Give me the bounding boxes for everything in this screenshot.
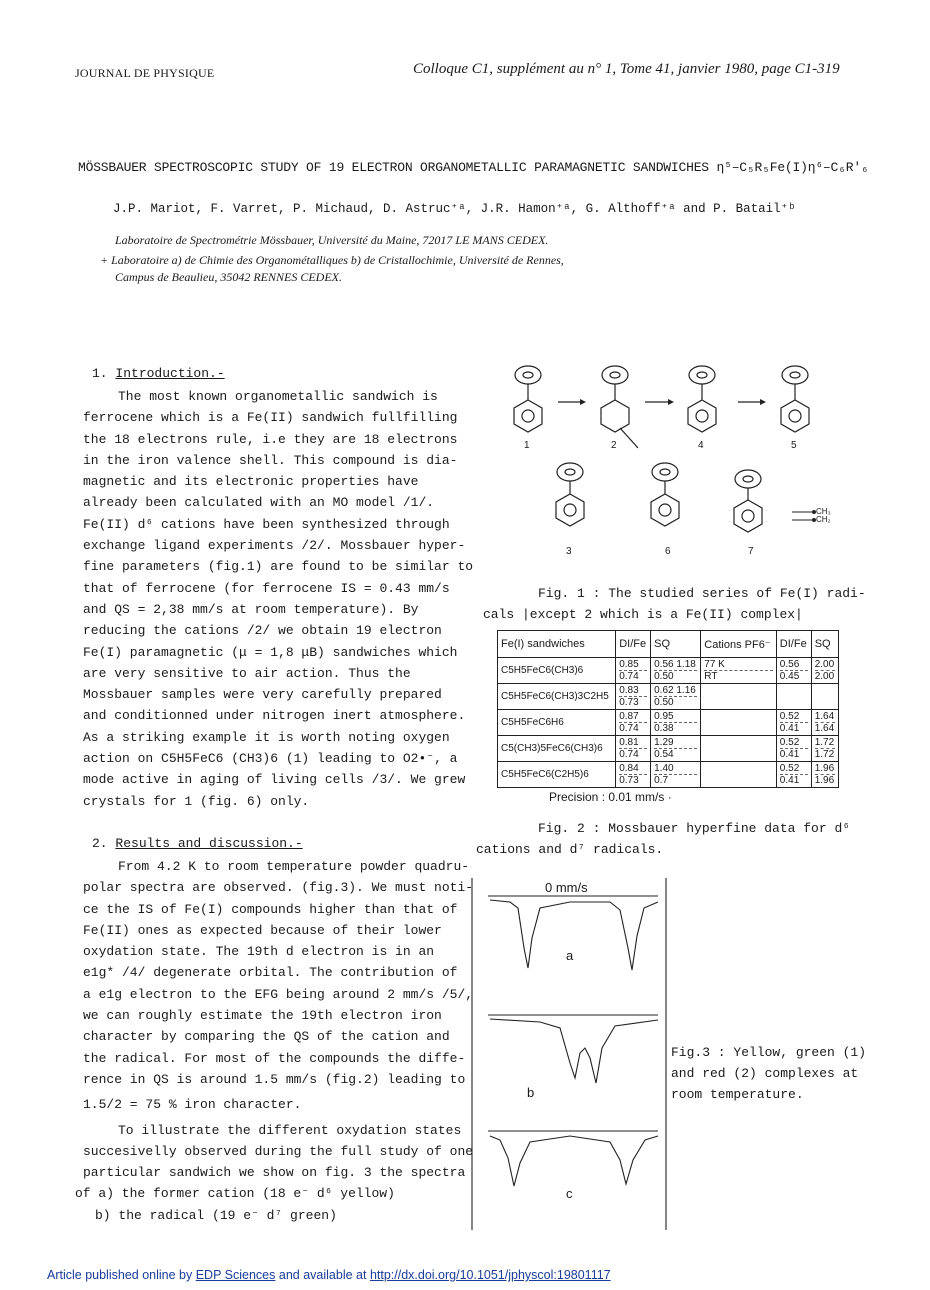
paper-title: MÖSSBAUER SPECTROSCOPIC STUDY OF 19 ELECTRON ORGANOMETALLIC PARAMAGNETIC SANDWICHES η⁵–C₅R₅Fe(I)η⁶–C₆R′₆	[78, 160, 869, 175]
section-2-heading	[92, 836, 303, 851]
text-line: and QS = 2,38 mm/s at room temperature). By	[83, 601, 419, 617]
cell-value: 0.73	[619, 774, 647, 786]
cell-value: 0.50	[654, 696, 697, 708]
compound-name: C5H5FeC6(CH3)3C2H5	[498, 684, 616, 710]
cell-value: 0.54	[654, 748, 697, 760]
journal-name: JOURNAL DE PHYSIQUE	[75, 66, 215, 80]
structure-label-7: 7	[748, 546, 754, 557]
cell-value: 0.85	[619, 659, 639, 670]
text-line: are very sensitive to air action. Thus the	[83, 665, 411, 681]
text-line: exchange ligand experiments /2/. Mossbauer hyper-	[83, 538, 466, 554]
text-line: reducing the cations /2/ we obtain 19 electron	[83, 623, 442, 639]
cell-value: 0.95	[654, 711, 674, 722]
cell-value: 1.96	[814, 763, 835, 774]
legend-methylene: CH₂	[816, 515, 831, 524]
publisher-link[interactable]: EDP Sciences	[195, 1268, 276, 1282]
column-header: Cations PF6⁻	[701, 631, 777, 658]
text-line: Fe(II) d⁶ cations have been synthesized through	[83, 516, 450, 532]
spectrum-panel-label-a: a	[566, 948, 574, 963]
cell-value: 0.87	[619, 711, 639, 722]
text-line: that of ferrocene (for ferrocene IS = 0.43 mm/s	[83, 580, 450, 596]
table-row	[498, 710, 839, 736]
text-line: and conditionned under nitrogen inert atmosphere.	[83, 708, 466, 724]
figure-3-caption-line-1: Fig.3 : Yellow, green (1)	[671, 1045, 867, 1060]
figure-3-caption-line-3: room temperature.	[671, 1087, 804, 1102]
cell-value: 0.41	[780, 748, 808, 760]
text-line: e1g* /4/ degenerate orbital. The contribution of	[83, 965, 458, 981]
text-line: As a striking example it is worth noting oxygen	[83, 729, 450, 745]
table-row	[498, 684, 839, 710]
cell-value: 0.50	[654, 670, 697, 682]
column-header: SQ	[811, 631, 838, 658]
cell-value: 0.7	[654, 774, 697, 786]
figure-1-caption-line-2: cals |except 2 which is a Fe(II) complex|	[483, 607, 803, 622]
text-line: fine parameters (fig.1) are found to be similar to	[83, 559, 474, 575]
spectrum-panel-label-c: c	[566, 1186, 573, 1201]
section-2-body	[75, 856, 474, 1226]
table-precision-note: Precision : 0.01 mm/s ·	[549, 790, 672, 804]
text-line: polar spectra are observed. (fig.3). We must noti-	[83, 880, 474, 896]
compound-name: C5H5FeC6(CH3)6	[498, 658, 616, 684]
affiliation-2: + Laboratoire a) de Chimie des Organométalliques b) de Cristallochimie, Université de Rennes,	[100, 253, 564, 267]
cell-value: 0.74	[619, 748, 647, 760]
cell-value: 1.40	[654, 763, 674, 774]
doi-link[interactable]: http://dx.doi.org/10.1051/jphyscol:19801117	[369, 1268, 611, 1282]
compound-name: C5(CH3)5FeC6(CH3)6	[498, 736, 616, 762]
cell-value: 0.38	[654, 722, 697, 734]
figure-3-caption-line-2: and red (2) complexes at	[671, 1066, 859, 1081]
text-line: particular sandwich we show on fig. 3 the spectra	[83, 1165, 466, 1181]
cell-value: 0.52	[779, 711, 800, 722]
cell-value: 1.64	[814, 723, 835, 734]
text-line: action on C5H5FeC6 (CH3)6 (1) leading to O2•⁻, a	[83, 751, 458, 767]
cell-value: 0.45	[780, 670, 808, 682]
structure-label-6: 6	[665, 546, 671, 557]
cell-value: 0.41	[780, 774, 808, 786]
text-line: mode active in aging of living cells /3/. We grew	[83, 772, 466, 788]
cell-value: 0.84	[619, 763, 639, 774]
table-row	[498, 658, 839, 684]
figure-2-caption-line-1: Fig. 2 : Mossbauer hyperfine data for d⁶	[538, 821, 851, 836]
text-line: The most known organometallic sandwich is	[118, 389, 438, 404]
compound-name: C5H5FeC6H6	[498, 710, 616, 736]
column-header: DI/Fe	[616, 631, 651, 658]
section-1-heading	[92, 366, 225, 381]
text-line: Fe(I) paramagnetic (μ = 1,8 μB) sandwiches which	[83, 644, 458, 660]
column-header: Fe(I) sandwiches	[498, 631, 616, 658]
footer-middle: and available at	[278, 1268, 367, 1282]
section-number: 1.	[92, 366, 108, 381]
cell-value: 1.29	[654, 737, 674, 748]
text-line: Fe(II) ones as expected because of their lower	[83, 922, 442, 938]
cell-value: 2.00	[814, 671, 835, 682]
text-line: succesivelly observed during the full study of one	[83, 1143, 474, 1159]
cell-value: 1.72	[814, 749, 835, 760]
text-line: already been calculated with an MO model /1/.	[83, 495, 435, 511]
spectrum-panel-label-b: b	[527, 1085, 535, 1100]
spectrum-scale-label: 0 mm/s	[545, 880, 588, 895]
structure-label-1: 1	[524, 440, 530, 451]
text-line: in the iron valence shell. This compound is dia-	[83, 452, 458, 468]
text-line: character by comparing the QS of the cation and	[83, 1029, 450, 1045]
text-line: crystals for 1 (fig. 6) only.	[83, 793, 310, 809]
section-title: Introduction.-	[115, 366, 225, 381]
cell-value: 2.00	[814, 659, 835, 670]
cell-value: RT	[704, 670, 773, 682]
cell-value: 0.81	[619, 737, 639, 748]
figure-2-caption-line-2: cations and d⁷ radicals.	[476, 842, 664, 857]
cell-value: 0.62 1.16	[654, 685, 696, 696]
cell-value: 0.56 1.18	[654, 659, 696, 670]
text-line: b) the radical (19 e⁻ d⁷ green)	[95, 1207, 337, 1223]
column-header: SQ	[651, 631, 701, 658]
cell-value: 0.74	[619, 670, 647, 682]
table-row	[498, 736, 839, 762]
cell-value: 77 K	[704, 659, 725, 670]
table-header-row	[498, 631, 839, 658]
column-header: DI/Fe	[776, 631, 811, 658]
cell-value: 0.56	[779, 659, 800, 670]
text-line: a e1g electron to the EFG being around 2 mm/s /5/,	[83, 986, 474, 1002]
cell-value: 1.96	[814, 775, 835, 786]
section-1-body	[83, 386, 473, 812]
structure-label-4: 4	[698, 440, 704, 451]
text-line: magnetic and its electronic properties have	[83, 474, 419, 490]
text-line: From 4.2 K to room temperature powder quadru-	[118, 859, 470, 874]
text-line: To illustrate the different oxydation states	[118, 1122, 462, 1138]
text-line: ferrocene which is a Fe(II) sandwich fullfilling	[83, 410, 458, 426]
cell-value: 0.73	[619, 696, 647, 708]
cell-value: 0.52	[779, 737, 800, 748]
cell-value: 1.72	[814, 737, 835, 748]
text-line: of a) the former cation (18 e⁻ d⁶ yellow)	[75, 1186, 395, 1202]
colloque-reference: Colloque C1, supplément au n° 1, Tome 41, janvier 1980, page C1-319	[413, 61, 840, 77]
text-line: rence in QS is around 1.5 mm/s (fig.2) leading to	[83, 1071, 466, 1087]
text-line: we can roughly estimate the 19th electron iron	[83, 1008, 442, 1024]
section-title: Results and discussion.-	[115, 836, 303, 851]
text-line: Mossbauer samples were very carefully prepared	[83, 687, 442, 703]
text-line: 1.5/2 = 75 % iron character.	[83, 1097, 302, 1113]
cell-value: 0.83	[619, 685, 639, 696]
legend-methyl: CH₃	[816, 507, 831, 516]
cell-value: 0.52	[779, 763, 800, 774]
structure-label-3: 3	[566, 546, 572, 557]
structure-label-5: 5	[791, 440, 797, 451]
cell-value: 0.74	[619, 722, 647, 734]
affiliation-1: Laboratoire de Spectrométrie Mössbauer, Université du Maine, 72017 LE MANS CEDEX.	[115, 233, 549, 247]
footer-prefix: Article published online by	[47, 1268, 193, 1282]
table-row	[498, 762, 839, 788]
text-line: ce the IS of Fe(I) compounds higher than that of	[83, 901, 458, 917]
compound-name: C5H5FeC6(C2H5)6	[498, 762, 616, 788]
figure-3-spectra	[470, 878, 670, 1233]
hyperfine-data-table	[497, 630, 839, 788]
cell-value: 1.64	[814, 711, 835, 722]
cell-value: 0.41	[780, 722, 808, 734]
affiliation-3: Campus de Beaulieu, 35042 RENNES CEDEX.	[115, 270, 342, 284]
publication-footer	[47, 1268, 611, 1282]
figure-1-caption-line-1: Fig. 1 : The studied series of Fe(I) radi-	[538, 586, 866, 601]
text-line: the radical. For most of the compounds the diffe-	[83, 1050, 466, 1066]
author-list: J.P. Mariot, F. Varret, P. Michaud, D. Astruc⁺ᵃ, J.R. Hamon⁺ᵃ, G. Althoff⁺ᵃ and P. Batail⁺ᵇ	[113, 202, 796, 216]
text-line: the 18 electrons rule, i.e they are 18 electrons	[83, 431, 458, 447]
section-number: 2.	[92, 836, 108, 851]
structure-label-2: 2	[611, 440, 617, 451]
figure-1-structures	[480, 362, 850, 577]
text-line: oxydation state. The 19th d electron is in an	[83, 944, 435, 960]
